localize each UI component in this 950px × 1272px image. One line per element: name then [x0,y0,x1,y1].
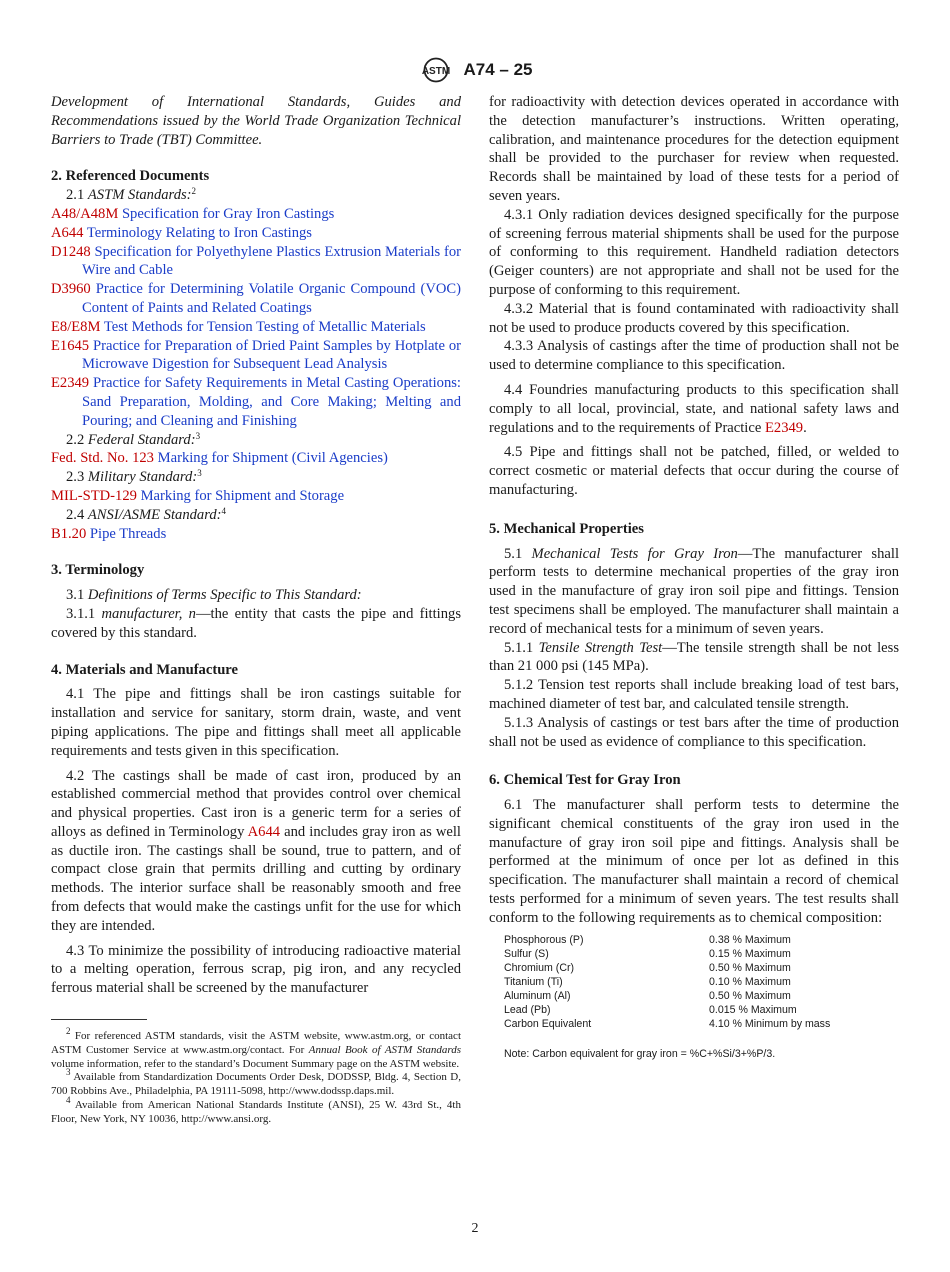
ref-d1248[interactable]: D1248 Specification for Polyethylene Plastics Extrusion Materials for Wire and Cable [51,243,461,279]
paragraph-5-1-1: 5.1.1 Tensile Strength Test—The tensile strength shall be not less than 21 000 psi (145 MPa). [489,639,899,675]
paragraph-4-3: 4.3 To minimize the possibility of introducing radioactive material to a melting operation, ferrous scrap, pig iron, and any recycled ferrous material shall be screened by the manufacturer [51,942,461,997]
table-row: Chromium (Cr) 0.50 % Maximum [504,961,791,974]
paragraph-4-3-1: 4.3.1 Only radiation devices designed specifically for the purpose of screening ferrous material shipments shall be used for the purpose of conforming to this requirement. Handheld radiation detectors (Geiger counters) are not appropriate and shall not be used for the purpose of conforming to this requirement. [489,206,899,298]
left-column [51,93,461,1127]
paragraph-4-4: 4.4 Foundries manufacturing products to this specification shall comply to all local, provincial, state, and national safety laws and regulations and to the requirements of Practice E2349. [489,381,899,436]
ref-e1645[interactable]: E1645 Practice for Preparation of Dried Paint Samples by Hotplate or Microwave Digestion for Subsequent Lead Analysis [51,337,461,373]
table-row: Phosphorous (P) 0.38 % Maximum [504,933,791,946]
page-header [0,57,950,83]
ref-e2349[interactable]: E2349 Practice for Safety Requirements in Metal Casting Operations: Sand Preparation, Molding, and Core Making; Melting and Pouring; and Cleaning and Finishing [51,375,461,429]
footnote-3: $^3$ Available from Standardization Documents Order Desk, DODSSP, Bldg. 4, Section D, 700 Robbins Ave., Philadelphia, PA 19111-5098, http://www.dodssp.daps.mil. [51,1067,461,1098]
paragraph-5-1-2: 5.1.2 Tension test reports shall include breaking load of test bars, machined diameter of test bar, and calculated tensile strength. [489,677,899,712]
ref-d3960[interactable]: D3960 Practice for Determining Volatile Organic Compound (VOC) Content of Paints and Related Coatings [51,281,461,316]
astm-logo-icon [418,57,454,83]
paragraph-4-1: 4.1 The pipe and fittings shall be iron castings suitable for installation and service for sanitary, storm drain, waste, and vent piping applications. The pipe and fittings shall meet all applicable requirements and tests given in this specification. [51,686,461,759]
table-row: Sulfur (S) 0.15 % Maximum [504,947,791,960]
paragraph-4-3-continued: for radioactivity with detection devices operated in accordance with the detection manufacturer’s instructions. Written operating, calibration, and maintenance procedures for the detection equipment shall be provided to the purchaser for review when requested. Records shall be maintained by load of these tests for a period of seven years. [489,94,899,204]
link-a644[interactable]: A644 [247,823,281,840]
table-row: Lead (Pb) 0.015 % Maximum [504,1003,797,1016]
ref-a644[interactable]: A644 Terminology Relating to Iron Castings [51,224,312,241]
ref-b1-20[interactable]: B1.20 Pipe Threads [51,525,167,542]
subsection-3-1: 3.1 Definitions of Terms Specific to This Standard: [66,587,362,604]
footnote-4: $^4$ Available from American National Standards Institute (ANSI), 25 W. 43rd St., 4th Floor, New York, NY 10036, http://www.ansi.org. [51,1095,461,1125]
standard-designation: A74 – 25 [463,60,533,79]
ref-a48[interactable]: A48/A48M Specification for Gray Iron Castings [51,205,335,222]
section-5-heading: 5. Mechanical Properties [489,520,644,537]
right-column [489,93,899,1061]
table-row: Aluminum (Al) 0.50 % Maximum [504,989,791,1002]
paragraph-6-1: 6.1 The manufacturer shall perform tests to determine the significant chemical constituents of the gray iron used in the manufacture of gray iron soil pipe and fittings. Analysis shall be performed at the minimum of once per lot as defined in this specification. The manufacturer shall maintain a record of chemical tests performed for a minimum of seven years. The test results shall conform to the following requirements as to chemical composition: [489,797,899,926]
section-6-heading: 6. Chemical Test for Gray Iron [489,772,681,789]
paragraph-5-1-3: 5.1.3 Analysis of castings or test bars after the time of production shall not be used as evidence of compliance to this specification. [489,714,899,750]
chemical-note: Note: Carbon equivalent for gray iron = %C+%Si/3+%P/3. [504,1047,776,1060]
subsection-2-3: 2.3 Military Standard:$^3$ [66,468,202,486]
svg-text:ASTM: ASTM [421,66,450,77]
link-e2349[interactable]: E2349 [764,419,804,436]
subsection-3-1-1: 3.1.1 manufacturer, n—the entity that casts the pipe and fittings covered by this standard. [51,605,461,641]
ref-fed-std-123[interactable]: Fed. Std. No. 123 Marking for Shipment (Civil Agencies) [51,450,388,467]
section-4-heading: 4. Materials and Manufacture [51,661,238,678]
ref-mil-std-129[interactable]: MIL-STD-129 Marking for Shipment and Storage [51,487,345,504]
subsection-2-1: 2.1 ASTM Standards:$^2$ [66,186,197,204]
footnote-2: $^2$ For referenced ASTM standards, visit the ASTM website, www.astm.org, or contact ASTM Customer Service at www.astm.org/contact. For Annual Book of ASTM Standards volume information, refer to the standard’s Document Summary page on the ASTM website. [51,1026,461,1070]
paragraph-4-2: 4.2 The castings shall be made of cast iron, produced by an established commercial method that provides control over chemical and physical properties. Cast iron is a generic term for a series of alloys as defined in Terminology A644 and includes gray iron as well as ductile iron. The castings shall be sound, true to pattern, and of compact close grain that permits drilling and cutting by ordinary methods. The interior surface shall be reasonably smooth and free from defects that would make the castings unfit for the use for which they are intended. [51,767,461,934]
table-row: Titanium (Ti) 0.10 % Maximum [504,975,791,988]
page-number: 2 [471,1221,479,1236]
subsection-2-2: 2.2 Federal Standard:$^3$ [66,430,201,448]
section-2-heading: 2. Referenced Documents [51,168,210,185]
section-3-heading: 3. Terminology [51,562,145,579]
intro-paragraph: Development of International Standards, Guides and Recommendations issued by the World Trade Organization Technical Barriers to Trade (TBT) Committee. [51,94,461,148]
chemical-requirements-table [489,933,899,1061]
table-row: Carbon Equivalent 4.10 % Minimum by mass [504,1017,831,1030]
paragraph-5-1: 5.1 Mechanical Tests for Gray Iron—The manufacturer shall perform tests to determine mechanical properties of the gray iron used in the manufacture of gray iron soil pipe and fittings. Tension test specimens shall be employed. The manufacturer shall maintain a record of mechanical tests for a minimum of seven years. [489,545,899,637]
paragraph-4-5: 4.5 Pipe and fittings shall not be patched, filled, or welded to correct cosmetic or material defects that occur during the course of manufacturing. [489,444,899,498]
subsection-2-4: 2.4 ANSI/ASME Standard:$^4$ [66,505,227,523]
paragraph-4-3-3: 4.3.3 Analysis of castings after the time of production shall not be used to determine compliance to this specification. [489,338,899,374]
paragraph-4-3-2: 4.3.2 Material that is found contaminated with radioactivity shall not be used to produce products covered by this specification. [489,300,899,336]
ref-e8[interactable]: E8/E8M Test Methods for Tension Testing of Metallic Materials [51,318,426,335]
